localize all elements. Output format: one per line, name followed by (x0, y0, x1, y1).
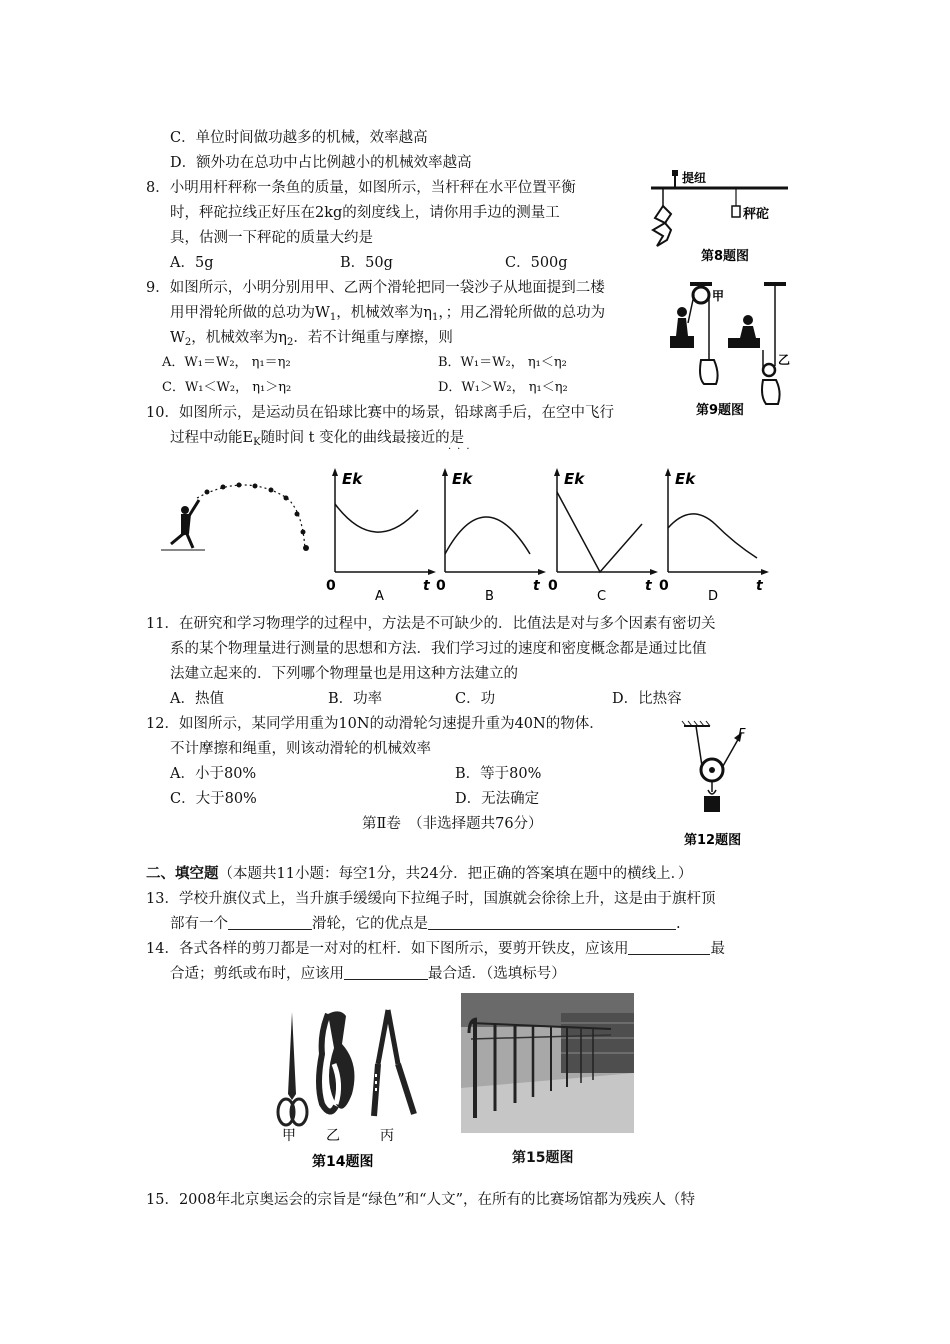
graph-label-c: C (597, 589, 607, 604)
blank-iron-sheet (628, 940, 710, 955)
q13-line-2: 部有一个 滑轮，它的优点是 . (170, 916, 681, 932)
fig12-caption: 第12题图 (684, 833, 742, 848)
section-2-heading: 二、填空题（本题共11小题：每空1分，共24分．把正确的答案填在题中的横线上．） (146, 865, 693, 882)
label-jia: 甲 (712, 289, 725, 303)
q12-option-d: D．无法确定 (455, 791, 540, 807)
svg-text:Ek: Ek (675, 470, 696, 488)
steelyard-figure (645, 168, 795, 268)
pulleys-figure (668, 278, 798, 418)
svg-text:0: 0 (548, 578, 558, 594)
q9-option-c: C．W₁＜W₂， η₁＞η₂ (162, 380, 292, 395)
movable-pulley-figure (672, 718, 782, 850)
scissors-yi-icon (319, 1011, 354, 1111)
label-jia: 甲 (282, 1128, 296, 1144)
q9-option-d: D．W₁＞W₂， η₁＜η₂ (438, 380, 568, 395)
q8-line-3: 具，估测一下秤砣的质量大约是 (170, 230, 373, 246)
part-2-heading: 第Ⅱ卷 （非选择题共76分） (362, 816, 543, 832)
blank-pulley-type (228, 915, 312, 930)
q11-option-a: A．热值 (170, 691, 224, 707)
ylabel-ek: Ek (342, 470, 363, 488)
q9-option-a: A．W₁＝W₂， η₁＝η₂ (162, 355, 291, 370)
q10-line-2: 过程中动能$E_K$随时间 t 变化的曲线最接近的是 (170, 430, 465, 448)
curve-c (557, 492, 642, 572)
q11-option-c: C．功 (455, 691, 496, 707)
weight-icon (732, 206, 740, 217)
q12-option-a: A．小于80% (170, 766, 257, 782)
q8-option-c: C．500g (505, 255, 568, 271)
emphasis-dots: ··· (448, 444, 476, 455)
graph-label-b: B (485, 589, 494, 604)
force-label-f: F (738, 727, 746, 742)
q11-option-d: D．比热容 (612, 691, 682, 707)
railing-photo (461, 993, 634, 1133)
label-bing: 丙 (380, 1128, 394, 1144)
sandbag-icon (700, 360, 718, 384)
q10-line-1: 10．如图所示，是运动员在铅球比赛中的场景，铅球离手后，在空中飞行 (146, 405, 614, 421)
q8-line-1: 8．小明用杆秤称一条鱼的质量，如图所示，当杆秤在水平位置平衡 (146, 180, 576, 196)
label-yi: 乙 (778, 353, 791, 367)
svg-text:0: 0 (436, 578, 446, 594)
q13-line-1: 13．学校升旗仪式上，当升旗手缓缓向下拉绳子时，国旗就会徐徐上升，这是由于旗杆顶 (146, 891, 716, 907)
q9-option-b: B．W₁＝W₂， η₁＜η₂ (438, 355, 567, 370)
athlete-icon (181, 514, 191, 536)
q14-line-2: 合适；剪纸或布时，应该用 最合适．（选填标号） (170, 966, 566, 982)
graph-c (548, 468, 658, 604)
fig9-caption: 第9题图 (696, 403, 745, 418)
ek-t-graphs (320, 462, 770, 604)
q9-line-1: 9．如图所示，小明分别用甲、乙两个滑轮把同一袋沙子从地面提到二楼 (146, 280, 605, 296)
svg-text:t: t (533, 578, 540, 594)
movable-pulley-icon (763, 364, 775, 376)
q15-line-1: 15．2008年北京奥运会的宗旨是“绿色”和“人文”，在所有的比赛场馆都为残疾人（特 (146, 1192, 696, 1208)
label-ti-niu: 提纽 (682, 171, 707, 185)
q7-option-c: C．单位时间做功越多的机械，效率越高 (170, 130, 428, 146)
fig8-caption: 第8题图 (701, 249, 750, 264)
q11-line-1: 11．在研究和学习物理学的过程中，方法是不可缺少的．比值法是对与多个因素有密切关 (146, 616, 716, 632)
label-cheng-tuo: 秤砣 (743, 207, 770, 222)
label-yi: 乙 (326, 1128, 340, 1144)
q12-line-2: 不计摩擦和绳重，则该动滑轮的机械效率 (170, 741, 431, 757)
q12-line-1: 12．如图所示，某同学用重为10N的动滑轮匀速提升重为40N的物体． (146, 716, 604, 732)
graph-b (436, 468, 546, 604)
shot-put-figure (155, 478, 320, 568)
q14-line-1: 14．各式各样的剪刀都是一对对的杠杆．如下图所示，要剪开铁皮，应该用 最 (146, 941, 725, 957)
blank-advantage (428, 915, 676, 930)
curve-b (445, 517, 530, 554)
q9-line-2: 用甲滑轮所做的总功为$W_1$，机械效率为$\eta_1$，；用乙滑轮所做的总功为 (170, 305, 606, 323)
load-block-icon (704, 796, 720, 812)
svg-text:t: t (756, 578, 763, 594)
origin-0: 0 (326, 578, 336, 594)
q7-option-d: D．额外功在总功中占比例越小的机械效率越高 (170, 155, 472, 171)
q12-option-c: C．大于80% (170, 791, 257, 807)
scissors-figure (270, 1004, 440, 1174)
fig15-caption: 第15题图 (512, 1150, 574, 1166)
svg-text:t: t (645, 578, 652, 594)
person-icon (676, 318, 688, 336)
fixed-pulley-icon (693, 287, 709, 303)
q11-line-2: 系的某个物理量进行测量的思想和方法．我们学习过的速度和密度概念都是通过比值 (170, 641, 707, 657)
svg-text:Ek: Ek (564, 470, 585, 488)
curve-d (668, 514, 757, 558)
q11-option-b: B．功率 (328, 691, 383, 707)
graph-label-a: A (375, 589, 384, 604)
shot-ball-icon (303, 545, 309, 551)
svg-text:0: 0 (659, 578, 669, 594)
q8-option-a: A．5g (170, 255, 214, 271)
fish-icon (653, 206, 671, 246)
graph-d (659, 468, 769, 604)
curve-a (335, 504, 418, 532)
q8-line-2: 时，秤砣拉线正好压在2kg的刻度线上，请你用手边的测量工 (170, 205, 560, 221)
q12-option-b: B．等于80% (455, 766, 542, 782)
graph-a (326, 468, 436, 604)
q8-option-b: B．50g (340, 255, 393, 271)
xlabel-t: t (423, 578, 430, 594)
q11-line-3: 法建立起来的．下列哪个物理量也是用这种方法建立的 (170, 666, 518, 682)
svg-text:Ek: Ek (452, 470, 473, 488)
scissors-jia-icon (278, 1012, 307, 1125)
graph-label-d: D (708, 589, 719, 604)
blank-paper-cloth (344, 965, 428, 980)
fig14-caption: 第14题图 (312, 1154, 374, 1170)
q9-line-3: $W_2$，机械效率为$\eta_2$．若不计绳重与摩擦，则 (170, 330, 453, 348)
scissors-bing-icon (374, 1010, 414, 1116)
